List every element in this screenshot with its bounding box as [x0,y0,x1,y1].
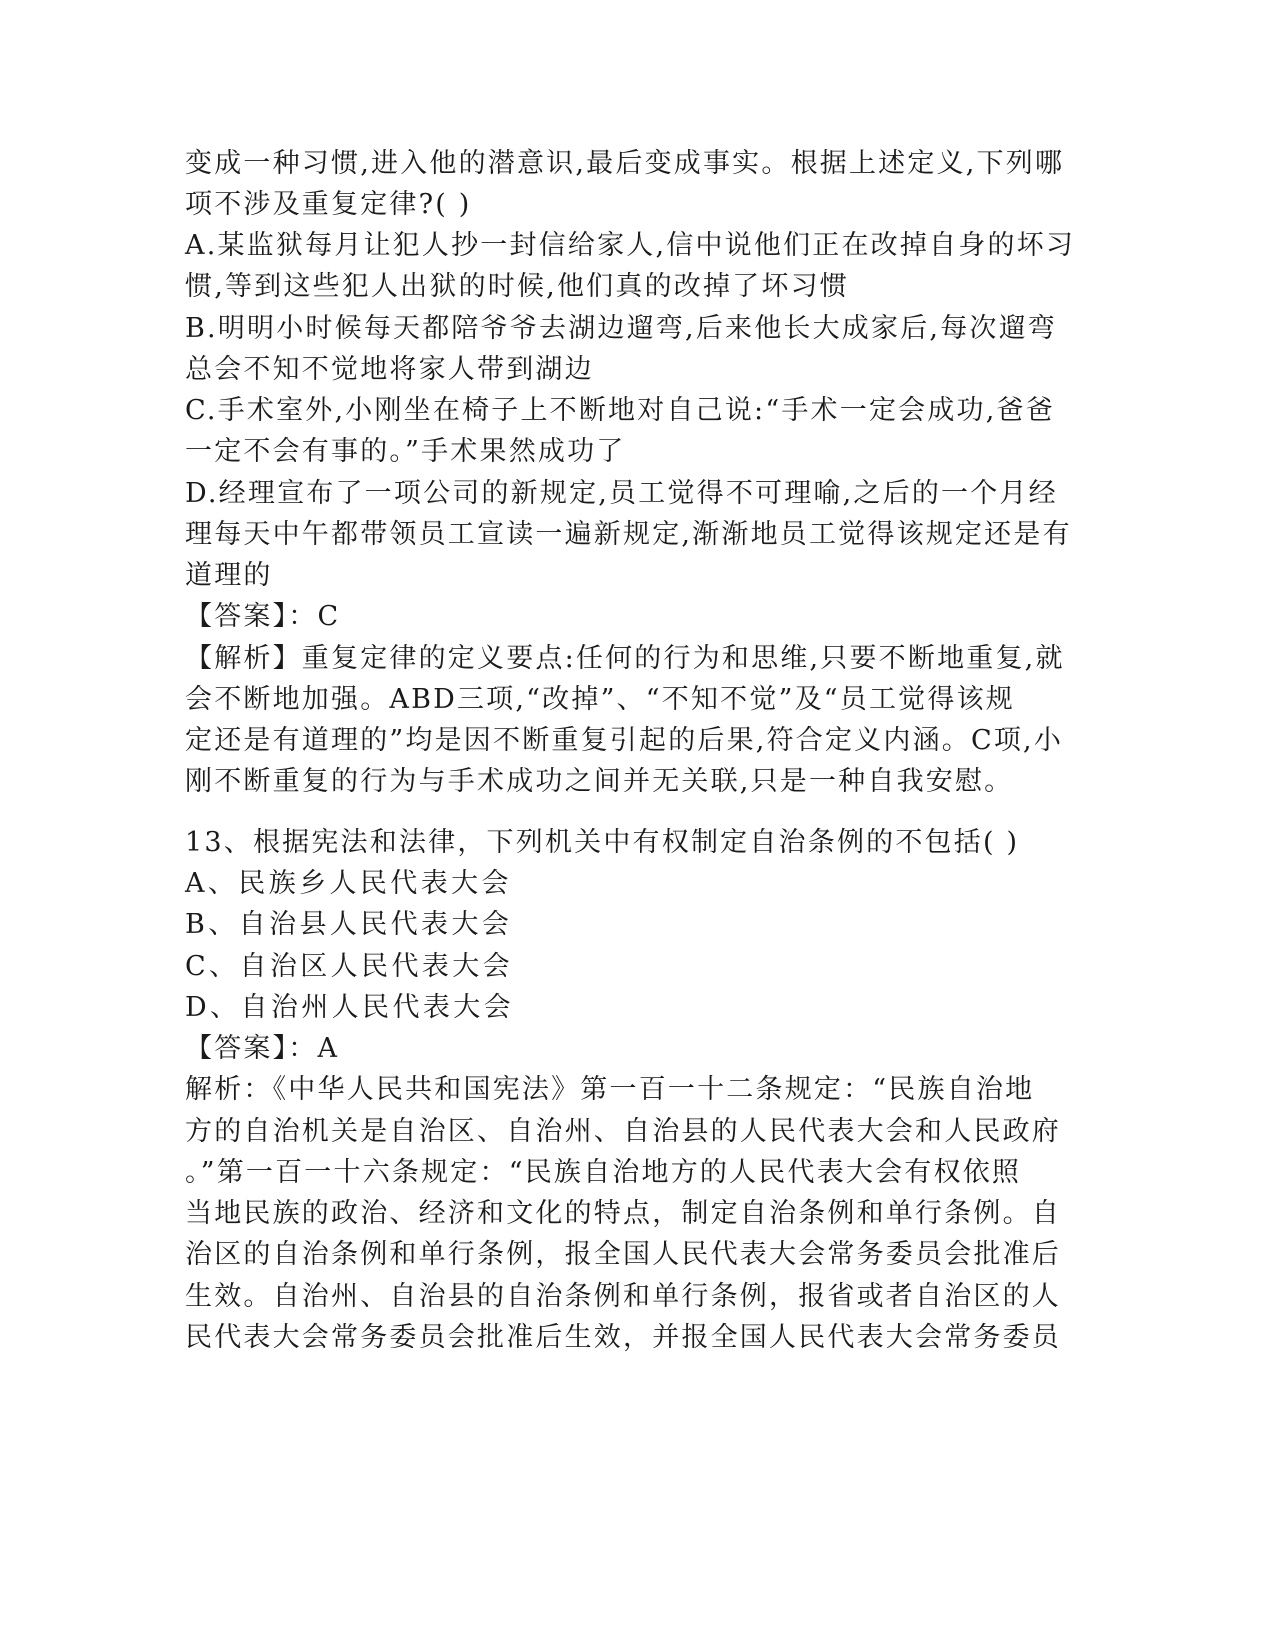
q12-option-b-line-2: 总会不知不觉地将家人带到湖边 [185,354,594,385]
q13-analysis-line-4: 当地民族的政治、经济和文化的特点，制定自治条例和单行条例。自 [185,1198,1061,1229]
q13-option-b: B、自治县人民代表大会 [185,909,513,940]
q13-option-a: A、民族乡人民代表大会 [185,868,512,899]
q12-analysis-line-2: 会不断地加强。ABD三项,“改掉”、“不知不觉”及“员工觉得该规 [185,684,1015,715]
q12-stem-line-1: 变成一种习惯,进入他的潜意识,最后变成事实。根据上述定义,下列哪 [185,148,1065,179]
q12-option-a-line-2: 惯,等到这些犯人出狱的时候,他们真的改掉了坏习惯 [185,271,849,302]
q12-analysis-line-3: 定还是有道理的”均是因不断重复引起的后果,符合定义内涵。C项,小 [185,725,1064,756]
q12-option-a-line-1: A.某监狱每月让犯人抄一封信给家人,信中说他们正在改掉自身的坏习 [185,230,1076,261]
q13-analysis-line-3: 。”第一百一十六条规定：“民族自治地方的人民代表大会有权依照 [185,1157,1022,1188]
q13-answer: 【答案】：A [185,1033,340,1064]
q12-option-c-line-2: 一定不会有事的。”手术果然成功了 [185,436,626,467]
q13-option-d: D、自治州人民代表大会 [185,992,515,1023]
q12-analysis-line-1: 【解析】重复定律的定义要点:任何的行为和思维,只要不断地重复,就 [185,643,1065,674]
q13-analysis-line-6: 生效。自治州、自治县的自治条例和单行条例，报省或者自治区的人 [185,1281,1061,1312]
q13-analysis-line-5: 治区的自治条例和单行条例，报全国人民代表大会常务委员会批准后 [185,1239,1061,1270]
q13-stem: 13、根据宪法和法律，下列机关中有权制定自治条例的不包括( ) [185,827,1020,858]
q13-analysis-line-2: 方的自治机关是自治区、自治州、自治县的人民代表大会和人民政府 [185,1116,1061,1147]
q13-analysis-line-1: 解析：《中华人民共和国宪法》第一百一十二条规定：“民族自治地 [185,1074,1035,1105]
q12-option-c-line-1: C.手术室外,小刚坐在椅子上不断地对自己说:“手术一定会成功,爸爸 [185,395,1055,426]
q12-option-d-line-2: 理每天中午都带领员工宣读一遍新规定,渐渐地员工觉得该规定还是有 [185,519,1072,550]
q13-option-c: C、自治区人民代表大会 [185,951,514,982]
q12-option-d-line-1: D.经理宣布了一项公司的新规定,员工觉得不可理喻,之后的一个月经 [185,478,1058,509]
q12-answer: 【答案】：C [185,601,341,632]
q12-stem-line-2: 项不涉及重复定律?( ) [185,189,472,220]
q12-option-d-line-3: 道理的 [185,560,273,591]
q12-analysis-line-4: 刚不断重复的行为与手术成功之间并无关联,只是一种自我安慰。 [185,766,1014,797]
q12-option-b-line-1: B.明明小时候每天都陪爷爷去湖边遛弯,后来他长大成家后,每次遛弯 [185,313,1057,344]
q13-analysis-line-7: 民代表大会常务委员会批准后生效，并报全国人民代表大会常务委员 [185,1322,1061,1353]
